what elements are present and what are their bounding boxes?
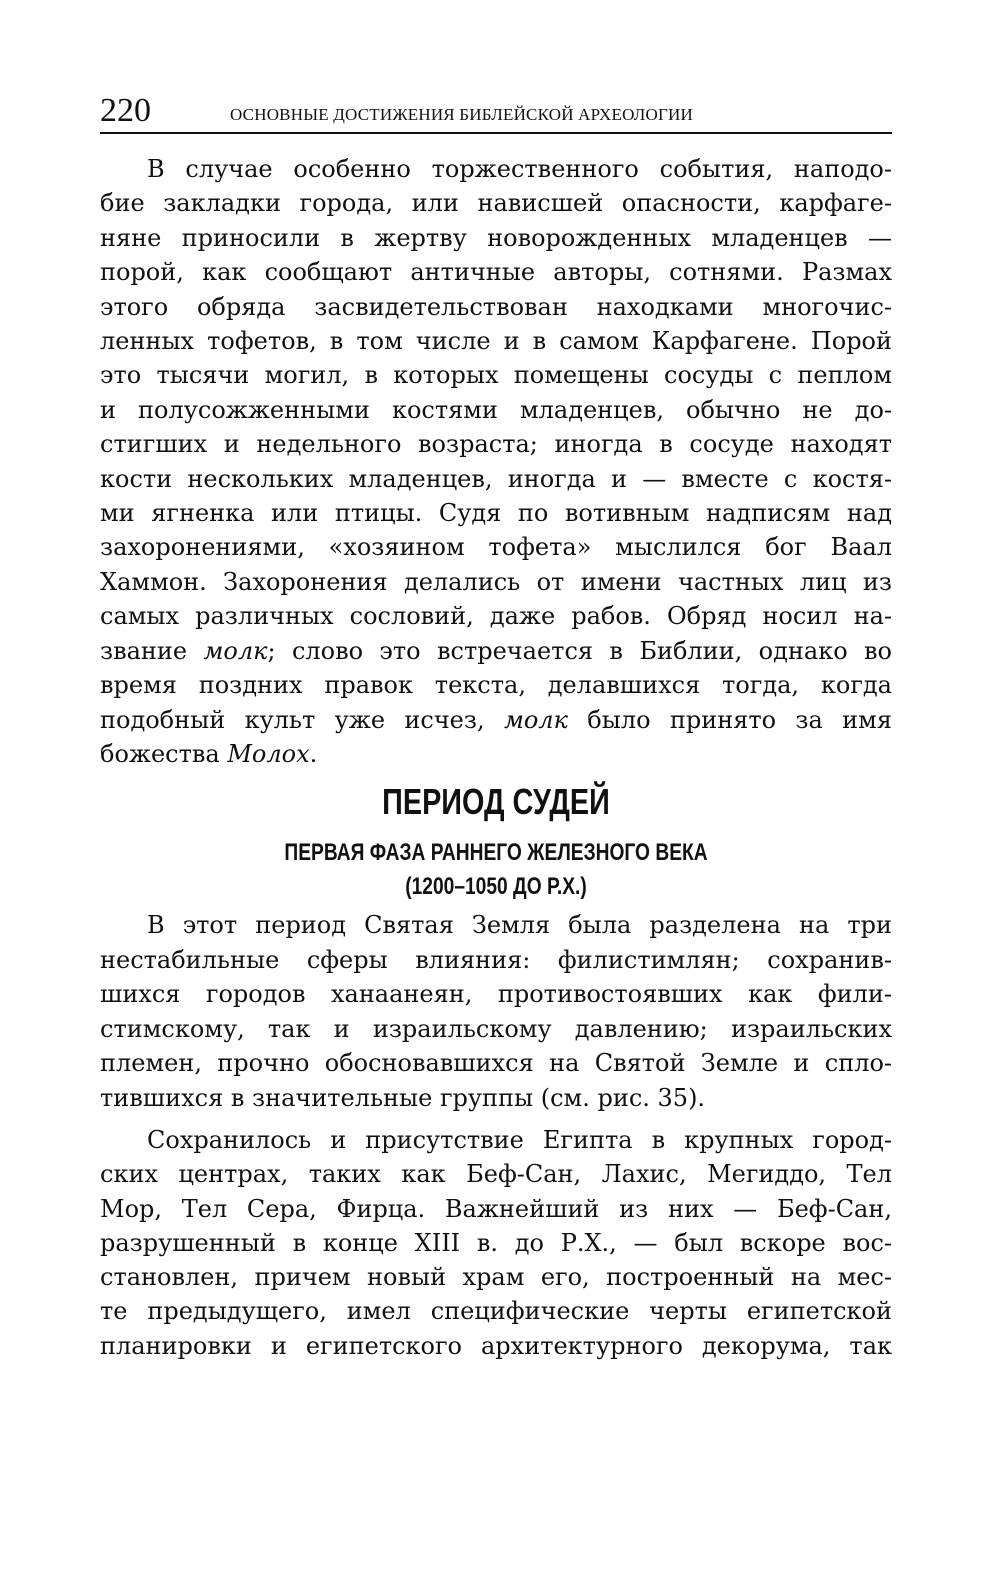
- paragraph-2: [100, 908, 892, 1116]
- text-line: стимскому, так и израильскому давлению; израильских: [100, 1014, 892, 1043]
- text-line: этого обряда засвидетельствован находками многочис-: [100, 292, 892, 321]
- running-title: ОСНОВНЫЕ ДОСТИЖЕНИЯ БИБЛЕЙСКОЙ АРХЕОЛОГИИ: [230, 105, 693, 124]
- paragraph-1: [100, 152, 892, 771]
- text-line: ских центрах, таких как Беф-Сан, Лахис, Мегиддо, Тел: [100, 1160, 892, 1189]
- text-line: Сохранилось и присутствие Египта в крупных город-: [147, 1126, 892, 1154]
- text-run: ; слово это встречается в Библии, однако во: [267, 636, 892, 665]
- italic-term: молк: [503, 705, 568, 734]
- text-run: было принято за имя: [567, 705, 892, 734]
- text-line: [100, 737, 892, 771]
- section-dates: (1200–1050 ДО Р.Х.): [405, 873, 587, 900]
- text-line: ми ягненка или птицы. Судя по вотивным надписям над: [100, 499, 892, 528]
- text-line: племен, прочно обосновавшихся на Святой Земле и спло-: [100, 1049, 892, 1078]
- page-number: 220: [100, 92, 151, 129]
- section-subtitle: ПЕРВАЯ ФАЗА РАННЕГО ЖЕЛЕЗНОГО ВЕКА: [284, 839, 708, 866]
- text-line: становлен, причем новый храм его, построенный на мес-: [100, 1263, 892, 1292]
- text-line: Мор, Тел Сера, Фирца. Важнейший из них — Беф-Сан,: [100, 1194, 892, 1223]
- paragraph-3: [100, 1123, 892, 1363]
- text-line: кости нескольких младенцев, иногда и — вместе с костя-: [100, 464, 892, 493]
- text-line: разрушенный в конце XIII в. до Р.Х., — был вскоре вос-: [100, 1228, 892, 1257]
- text-line: нестабильные сферы влияния: филистимлян; сохранив-: [100, 945, 892, 974]
- text-run: .: [309, 739, 318, 768]
- text-line: В этот период Святая Земля была разделена на три: [147, 911, 892, 939]
- text-line: те предыдущего, имел специфические черты египетской: [100, 1297, 892, 1326]
- text-line: самых различных сословий, даже рабов. Обряд носил на-: [100, 602, 892, 631]
- text-line: В случае особенно торжественного события, наподо-: [147, 155, 892, 183]
- text-line: планировки и египетского архитектурного декорума, так: [100, 1331, 892, 1360]
- text-line: порой, как сообщают античные авторы, сотнями. Размах: [100, 258, 892, 287]
- text-line: захоронениями, «хозяином тофета» мыслился бог Ваал: [100, 533, 892, 562]
- text-line: Хаммон. Захоронения делались от имени частных лиц из: [100, 567, 892, 596]
- text-line: шихся городов ханаанеян, противостоявших как фили-: [100, 980, 892, 1009]
- section-title: ПЕРИОД СУДЕЙ: [382, 781, 610, 822]
- italic-term: молк: [203, 636, 268, 665]
- running-header: [100, 92, 892, 134]
- text-line: няне приносили в жертву новорожденных младенцев —: [100, 223, 892, 252]
- text-run: божества: [100, 739, 228, 768]
- text-line: стигших и недельного возраста; иногда в сосуде находят: [100, 430, 892, 459]
- text-line: бие закладки города, или нависшей опасности, карфаге-: [100, 189, 892, 218]
- text-line: [100, 703, 892, 737]
- text-line: это тысячи могил, в которых помещены сосуды с пеплом: [100, 361, 892, 390]
- italic-term: Молох: [227, 739, 310, 768]
- text-line: ленных тофетов, в том числе и в самом Карфагене. Порой: [100, 327, 892, 356]
- text-line: тившихся в значительные группы (см. рис. 35).: [100, 1083, 706, 1112]
- text-run: звание: [100, 636, 204, 665]
- text-line: время поздних правок текста, делавшихся тогда, когда: [100, 671, 892, 700]
- text-line: [100, 634, 892, 668]
- text-line: и полусожженными костями младенцев, обычно не до-: [100, 395, 892, 424]
- text-run: подобный культ уже исчез,: [100, 705, 504, 734]
